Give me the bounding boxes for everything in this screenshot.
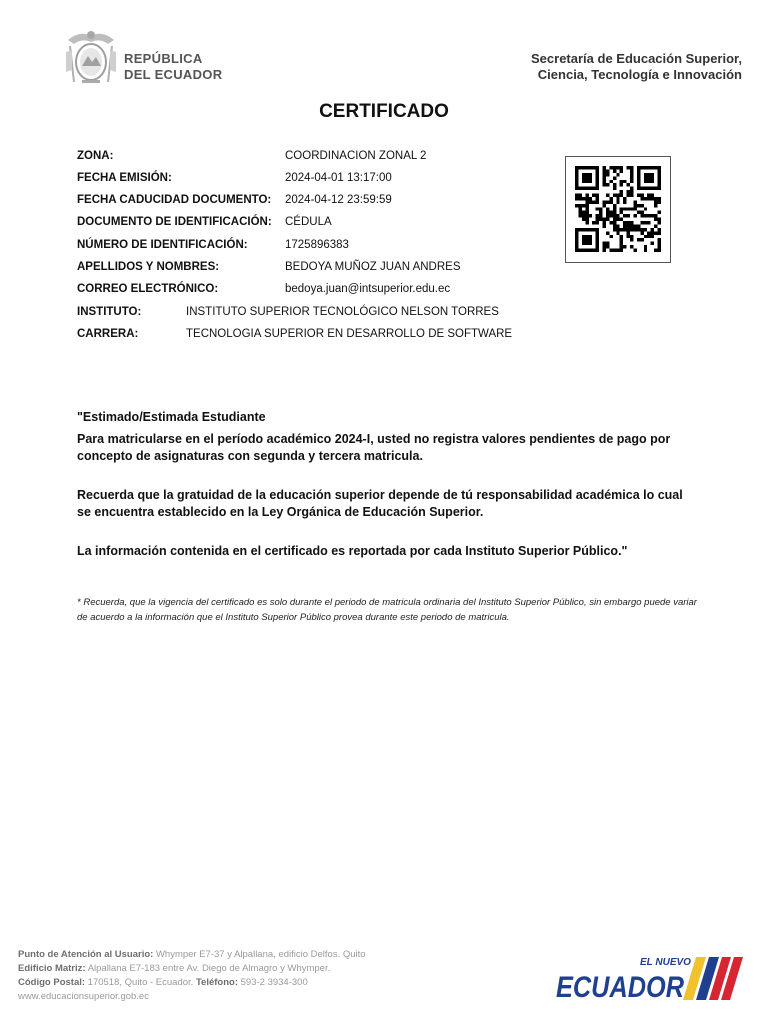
field-value-fecha-emision: 2024-04-01 13:17:00 xyxy=(285,172,392,184)
el-nuevo-ecuador-logo xyxy=(554,952,749,1004)
field-value-fecha-caducidad: 2024-04-12 23:59:59 xyxy=(285,194,392,206)
ministry-line-2: Ciencia, Tecnología e Innovación xyxy=(537,67,742,82)
field-label-instituto: INSTITUTO: xyxy=(77,306,142,318)
brand-large-text: ECUADOR xyxy=(556,971,685,1004)
field-value-instituto: INSTITUTO SUPERIOR TECNOLÓGICO NELSON TORRES xyxy=(186,306,499,318)
footer-contact xyxy=(18,948,366,1004)
paragraph-informacion: La información contenida en el certificado es reportada por cada Instituto Superior Público." xyxy=(77,544,628,558)
footer-postal-line xyxy=(18,976,366,990)
paragraph-matricula: Para matricularse en el período académico 2024-I, usted no registra valores pendientes de pago por concepto de asignaturas con segunda y tercera matricula. xyxy=(77,432,671,463)
document-title: CERTIFICADO xyxy=(319,101,449,122)
field-value-carrera: TECNOLOGIA SUPERIOR EN DESARROLLO DE SOFTWARE xyxy=(186,328,513,340)
field-value-numero: 1725896383 xyxy=(285,239,349,251)
field-value-documento: CÉDULA xyxy=(285,216,332,228)
footer-postal-label: Código Postal: xyxy=(18,977,86,988)
footer-building-value: Alpallana E7-183 entre Av. Diego de Almagro y Whymper. xyxy=(87,963,331,974)
footer-attention-value: Whymper E7-37 y Alpallana, edificio Delfos. Quito xyxy=(155,949,366,960)
field-label-carrera: CARRERA: xyxy=(77,328,139,340)
greeting: "Estimado/Estimada Estudiante xyxy=(77,410,266,424)
field-label-zona: ZONA: xyxy=(77,150,114,162)
footer-phone-label: Teléfono: xyxy=(195,977,238,988)
country-line-1: REPÚBLICA xyxy=(124,51,203,66)
footer-building-line xyxy=(18,962,366,976)
coat-of-arms-icon xyxy=(60,26,122,88)
ministry-line-1: Secretaría de Educación Superior, xyxy=(531,51,742,66)
country-name xyxy=(124,51,222,83)
field-value-nombres: BEDOYA MUÑOZ JUAN ANDRES xyxy=(285,261,461,273)
footer-building-label: Edificio Matriz: xyxy=(18,963,86,974)
footnote: * Recuerda, que la vigencia del certificado es solo durante el periodo de matricula ordinaria del Instituto Superior Público, sin embargo puede variar de acuerdo a la información que el Instituto Superior Público provea durante este periodo de matricula. xyxy=(77,597,697,623)
ministry-name xyxy=(531,51,742,83)
field-value-zona: COORDINACION ZONAL 2 xyxy=(285,150,427,162)
footer-website-link[interactable]: www.educacionsuperior.gob.ec xyxy=(18,991,149,1002)
field-label-numero: NÚMERO DE IDENTIFICACIÓN: xyxy=(77,239,248,251)
footer-attention-line xyxy=(18,948,366,962)
field-label-fecha-emision: FECHA EMISIÓN: xyxy=(77,172,172,184)
country-line-2: DEL ECUADOR xyxy=(124,67,223,82)
footer-postal-value: 170518, Quito - Ecuador. xyxy=(87,977,194,988)
field-label-correo: CORREO ELECTRÓNICO: xyxy=(77,283,219,295)
field-label-documento: DOCUMENTO DE IDENTIFICACIÓN: xyxy=(77,216,272,228)
qr-code-icon xyxy=(575,166,661,252)
qr-code-frame xyxy=(565,156,671,263)
paragraph-gratuidad: Recuerda que la gratuidad de la educación superior depende de tú responsabilidad académica lo cual se encuentra establecido en la Ley Orgánica de Educación Superior. xyxy=(77,488,683,519)
brand-small-text: EL NUEVO xyxy=(640,957,691,968)
field-value-correo: bedoya.juan@intsuperior.edu.ec xyxy=(285,283,451,295)
field-label-nombres: APELLIDOS Y NOMBRES: xyxy=(77,261,220,273)
field-label-fecha-caducidad: FECHA CADUCIDAD DOCUMENTO: xyxy=(77,194,272,206)
footer-phone-value: 593-2 3934-300 xyxy=(240,977,308,988)
footer-attention-label: Punto de Atención al Usuario: xyxy=(18,949,154,960)
